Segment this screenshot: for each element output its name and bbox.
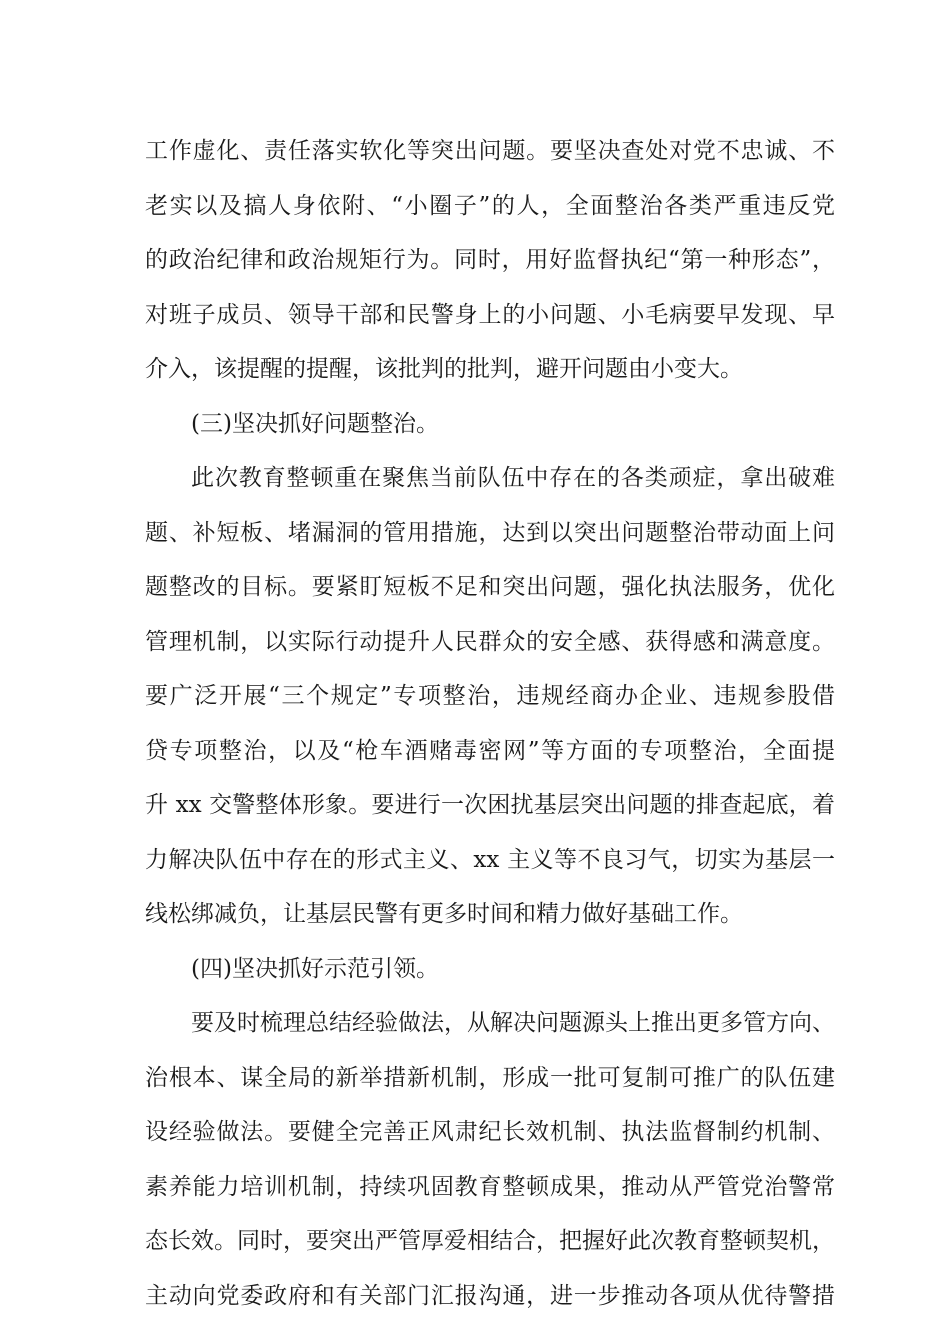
document-body — [145, 124, 835, 1323]
text-line: 介入，该提醒的提醒，该批判的批判，避开问题由小变大。 — [145, 356, 743, 382]
text-line: 线松绑减负，让基层民警有更多时间和精力做好基础工作。 — [145, 901, 743, 927]
text-line: 态长效。同时，要突出严管厚爱相结合，把握好此次教育整顿契机， — [145, 1228, 835, 1254]
text-line: 力解决队伍中存在的形式主义、xx 主义等不良习气，切实为基层一 — [145, 846, 835, 873]
paragraph-first-line: 要及时梳理总结经验做法，从解决问题源头上推出更多管方向、 — [191, 1010, 835, 1036]
paragraph-first-line: (三)坚决抓好问题整治。 — [191, 410, 439, 437]
text-line: 素养能力培训机制，持续巩固教育整顿成果，推动从严管党治警常 — [145, 1173, 835, 1200]
paragraph-first-line: (四)坚决抓好示范引领。 — [191, 955, 439, 982]
text-line: 主动向党委政府和有关部门汇报沟通，进一步推动各项从优待警措 — [145, 1282, 835, 1309]
text-line: 老实以及搞人身依附、“小圈子”的人，全面整治各类严重违反党 — [145, 192, 835, 219]
text-line: 治根本、谋全局的新举措新机制，形成一批可复制可推广的队伍建 — [145, 1064, 835, 1091]
text-line: 要广泛开展“三个规定”专项整治，违规经商办企业、违规参股借 — [145, 683, 835, 709]
text-line: 管理机制，以实际行动提升人民群众的安全感、获得感和满意度。 — [145, 628, 835, 655]
text-line: 题、补短板、堵漏洞的管用措施，达到以突出问题整治带动面上问 — [145, 519, 835, 546]
text-line: 题整改的目标。要紧盯短板不足和突出问题，强化执法服务，优化 — [145, 574, 835, 600]
text-line: 升 xx 交警整体形象。要进行一次困扰基层突出问题的排查起底，着 — [145, 792, 835, 818]
text-line: 的政治纪律和政治规矩行为。同时，用好监督执纪“第一种形态”， — [145, 247, 835, 273]
text-line: 贷专项整治，以及“枪车酒赌毒密网”等方面的专项整治，全面提 — [145, 737, 835, 764]
paragraph-first-line: 此次教育整顿重在聚焦当前队伍中存在的各类顽症，拿出破难 — [191, 465, 835, 491]
text-line: 对班子成员、领导干部和民警身上的小问题、小毛病要早发现、早 — [145, 301, 835, 328]
text-line: 设经验做法。要健全完善正风肃纪长效机制、执法监督制约机制、 — [145, 1119, 835, 1145]
text-line: 工作虚化、责任落实软化等突出问题。要坚决查处对党不忠诚、不 — [145, 138, 835, 164]
